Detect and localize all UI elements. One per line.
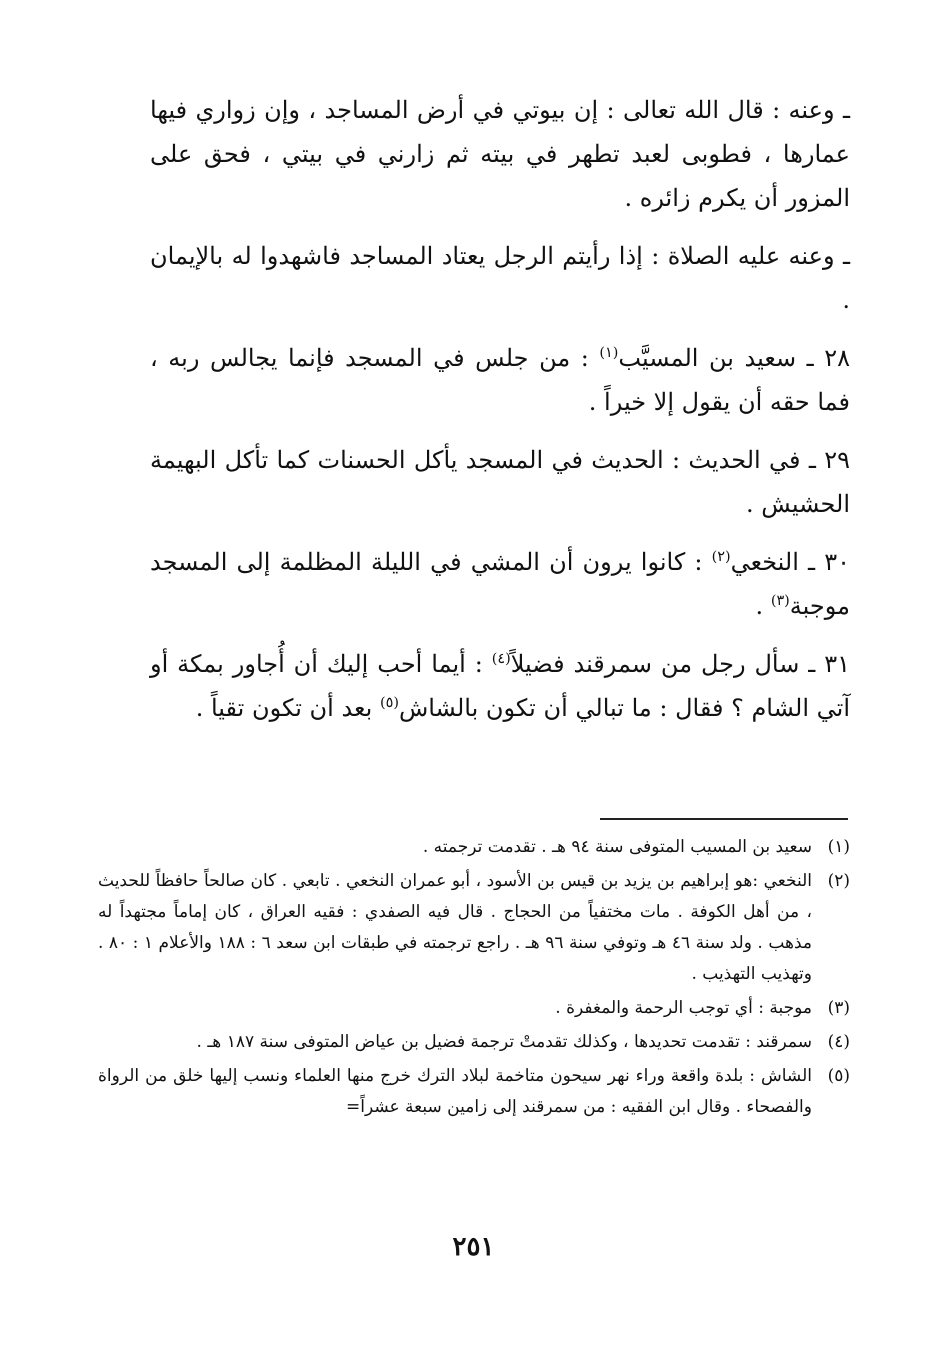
paragraph-text: ـ وعنه عليه الصلاة : إذا رأيتم الرجل يعتاد المساجد فاشهدوا له بالإيمان .: [150, 242, 850, 314]
page-number: ٢٥١: [452, 1232, 495, 1262]
footnote-1: [98, 832, 850, 863]
footnote-text: موجبة : أي توجب الرحمة والمغفرة .: [555, 998, 812, 1018]
footnote-text: سعيد بن المسيب المتوفى سنة ٩٤ هـ . تقدمت ترجمته .: [422, 837, 812, 857]
footnote-5: [98, 1061, 850, 1123]
paragraph-text: ـ وعنه : قال الله تعالى : إن بيوتي في أرض المساجد ، وإن زواري فيها عمارها ، فطوبى لعبد تطهر في بيته ثم زارني في بيتي ، فحق على المزور أن يكرم زائره .: [150, 96, 850, 212]
paragraph-text: : من جلس في المسجد فإنما يجالس ربه ، فما حقه أن يقول إلا خيراً .: [150, 344, 850, 416]
footnote-ref: (٢): [711, 549, 731, 565]
paragraph-30: [150, 540, 850, 628]
footnote-number: (١): [827, 837, 850, 857]
paragraph-text: : كانوا يرون أن المشي في الليلة المظلمة إلى المسجد موجبة: [150, 548, 850, 620]
footnote-number: (٤): [827, 1032, 850, 1052]
paragraph-text: ٣٠ ـ النخعي: [730, 548, 850, 576]
paragraph-28: [150, 336, 850, 424]
footnote-number: (٢): [827, 871, 850, 891]
paragraph-text: : أيما أحب إليك أن أُجاور بمكة أو آتي الشام ؟ فقال : ما تبالي أن تكون بالشاش: [150, 650, 850, 722]
paragraph-hadith-houses: [150, 88, 850, 220]
paragraph-text: ٢٨ ـ سعيد بن المسيَّب: [618, 344, 850, 372]
footnote-3: [98, 993, 850, 1024]
footnote-ref: (٥): [379, 695, 399, 711]
paragraph-31: [150, 642, 850, 730]
footnote-text: الشاش : بلدة واقعة وراء نهر سيحون متاخمة لبلاد الترك خرج منها العلماء ونسب إليها خلق من الرواة والفصحاء . وقال ابن الفقيه : من سمرقند إلى زامين سبعة عشراً=: [98, 1066, 812, 1117]
footnote-ref: (٣): [770, 593, 790, 609]
footnote-ref: (١): [599, 345, 619, 361]
footnote-divider: [600, 818, 848, 820]
paragraph-text: بعد أن تكون تقياً .: [195, 694, 380, 722]
paragraph-text: ٢٩ ـ في الحديث : الحديث في المسجد يأكل الحسنات كما تأكل البهيمة الحشيش .: [150, 446, 850, 518]
footnote-text: النخعي :هو إبراهيم بن يزيد بن قيس بن الأسود ، أبو عمران النخعي . تابعي . كان صالحاً حافظاً للحديث ، من أهل الكوفة . مات مختفياً من الحجاج . قال فيه الصفدي : فقيه العراق ، كان إماماً مجتهداً له مذهب . ولد سنة ٤٦ هـ وتوفي سنة ٩٦ هـ . راجع ترجمته في طبقات ابن سعد ٦ : ١٨٨ والأعلام ١ : ٨٠ . وتهذيب التهذيب .: [98, 871, 813, 984]
footnote-ref: (٤): [491, 651, 511, 667]
footnotes: [98, 832, 850, 1126]
footnote-number: (٥): [827, 1066, 850, 1086]
footnote-text: سمرقند : تقدمت تحديدها ، وكذلك تقدمتْ ترجمة فضيل بن عياض المتوفى سنة ١٨٧ هـ .: [196, 1032, 812, 1052]
main-text: [150, 88, 850, 744]
paragraph-text: .: [755, 592, 771, 620]
footnote-4: [98, 1027, 850, 1058]
paragraph-hadith-mosques: [150, 234, 850, 322]
footnote-2: [98, 866, 850, 990]
paragraph-text: ٣١ ـ سأل رجل من سمرقند فضيلاً: [510, 650, 850, 678]
paragraph-29: [150, 438, 850, 526]
footnote-number: (٣): [827, 998, 850, 1018]
